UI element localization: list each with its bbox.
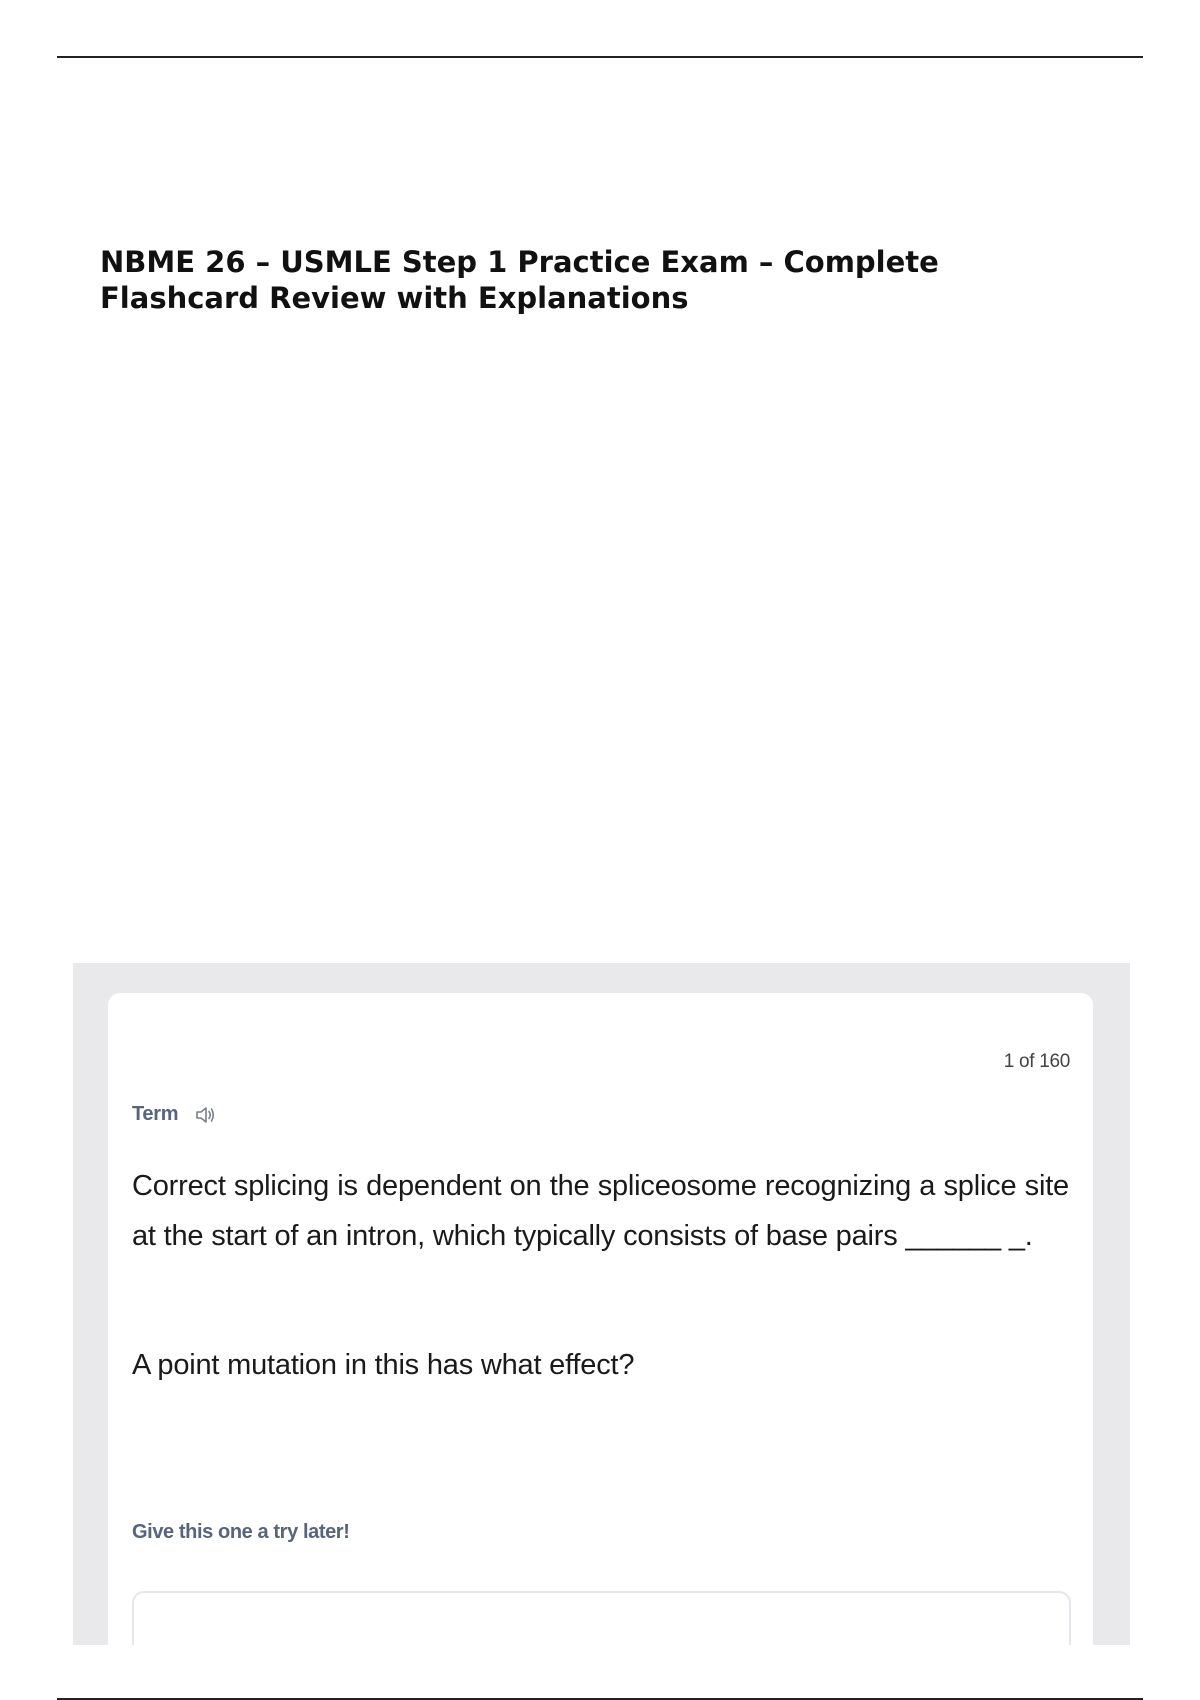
flashcard bbox=[108, 993, 1093, 1645]
top-divider bbox=[57, 56, 1143, 58]
term-header bbox=[132, 1103, 216, 1126]
term-label: Term bbox=[132, 1103, 179, 1125]
term-text: Correct splicing is dependent on the spliceosome recognizing a splice site at the start of an intron, which typically consists of base pairs ______ _. bbox=[132, 1170, 1069, 1252]
answer-input[interactable] bbox=[132, 1591, 1071, 1645]
speaker-icon[interactable] bbox=[194, 1104, 216, 1126]
try-later-link[interactable]: Give this one a try later! bbox=[132, 1521, 350, 1543]
term-question: A point mutation in this has what effect? bbox=[132, 1349, 635, 1381]
flashcard-screenshot bbox=[73, 963, 1130, 1645]
document-title: NBME 26 – USMLE Step 1 Practice Exam – Complete Flashcard Review with Explanations bbox=[100, 245, 939, 315]
card-counter: 1 of 160 bbox=[1003, 1051, 1070, 1072]
